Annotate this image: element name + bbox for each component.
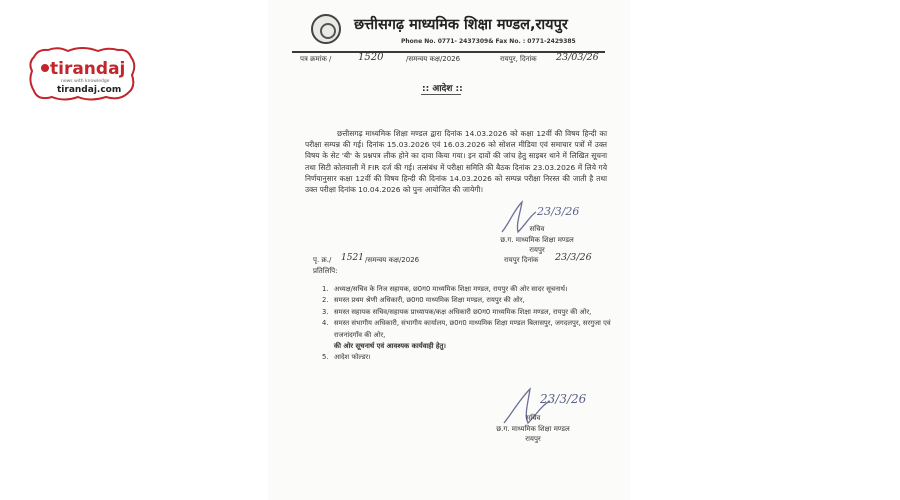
copy-list <box>322 284 612 364</box>
signature-block-2 <box>468 413 598 445</box>
watermark-tagline: news with knowledge <box>61 79 110 84</box>
endorse-date-value: 23/3/26 <box>555 252 592 263</box>
tirandaj-watermark-logo <box>28 47 137 101</box>
sig2-office: छ.ग. माध्यमिक शिक्षा मण्डल <box>496 424 570 433</box>
copy-label: प्रतिलिपि: <box>313 267 338 275</box>
endorse-ref-suffix: /समन्वय कक्ष/2026 <box>365 256 420 264</box>
endorse-ref-number: 1521 <box>341 253 364 263</box>
list-item: 2. समस्त प्रथम श्रेणी अधिकारी, छ0ग0 माध्यमिक शिक्षा मण्डल, रायपुर की ओर, <box>322 296 525 305</box>
signature-1-date: 23/3/26 <box>537 205 580 218</box>
list-item: 3. समस्त सहायक सचिव/सहायक प्राध्यापक/कक्ष अधिकारी छ0ग0 माध्यमिक शिक्षा मण्डल, रायपुर की ओर, <box>322 307 592 316</box>
list-item: 5. आदेश फोल्डर। <box>322 353 371 362</box>
sig1-designation: सचिव <box>529 225 545 233</box>
heading-underline <box>421 94 461 95</box>
watermark-brand: tirandaj <box>50 59 126 79</box>
sig2-designation: सचिव <box>525 414 541 422</box>
date-value: 23/03/26 <box>556 52 599 63</box>
endorse-ref-label: पृ. क्र./ <box>313 256 332 264</box>
order-heading: :: आदेश :: <box>422 84 463 94</box>
ref-label: पत्र क्रमांक / <box>300 55 332 63</box>
sig1-city: रायपुर <box>529 246 545 254</box>
list-item: 4. समस्त संभागीय अधिकारी, संभागीय कार्यालय, छ0ग0 माध्यमिक शिक्षा मण्डल बिलासपुर, जगदलपुर, सरगुजा एवं राजनांदगाँव की ओर, की ओर सूचनार्थ एवं आवश्यक कार्यवाही हेतु। <box>322 319 611 351</box>
board-emblem-icon <box>311 14 341 44</box>
letterhead-phone: Phone No. 0771- 2437309& Fax No. : 0771-2429385 <box>401 38 576 45</box>
ref-suffix: /समन्वय कक्ष/2026 <box>406 55 461 63</box>
letterhead-title: छत्तीसगढ़ माध्यमिक शिक्षा मण्डल,रायपुर <box>354 17 568 33</box>
order-paragraph: छत्तीसगढ़ माध्यमिक शिक्षा मण्डल द्वारा दिनांक 14.03.2026 को कक्षा 12वीं की विषय हिन्दी का परीक्षा सम्पन्न की गई। दिनांक 15.03.2026 एवं 16.03.2026 को सोशल मीडिया एवं समाचार पत्रों में उक्त विषय के सेट 'बी' के प्रश्नपत्र लीक होने का दावा किया गया। इन दावों की जांच हेतु साइबर थाने में लिखित सूचना तथा सिटी कोतवाली में FIR दर्ज की गई। तत्संबंध में परीक्षा समिति की बैठक दिनांक 23.03.2026 में लिये गये निर्णयानुसार कक्षा 12वीं की विषय हिन्दी की दिनांक 14.03.2026 को सम्पन्न परीक्षा निरस्त की जाती है तथा उक्त परीक्षा दिनांक 10.04.2026 को पुनः आयोजित की जायेगी। <box>305 129 607 195</box>
signature-2-date: 23/3/26 <box>540 392 587 406</box>
sig1-office: छ.ग. माध्यमिक शिक्षा मण्डल <box>500 235 574 244</box>
date-label: रायपुर, दिनांक <box>500 55 537 63</box>
signature-block-1 <box>482 224 592 256</box>
watermark-url: tirandaj.com <box>57 85 122 95</box>
endorse-date-label: रायपुर दिनांक <box>504 256 539 264</box>
ref-number: 1520 <box>358 52 384 63</box>
list-item: 1. अध्यक्ष/सचिव के निज सहायक, छ0ग0 माध्यमिक शिक्षा मण्डल, रायपुर की ओर सादर सूचनार्थ। <box>322 285 568 293</box>
order-body <box>305 128 607 195</box>
sig2-city: रायपुर <box>525 435 541 443</box>
